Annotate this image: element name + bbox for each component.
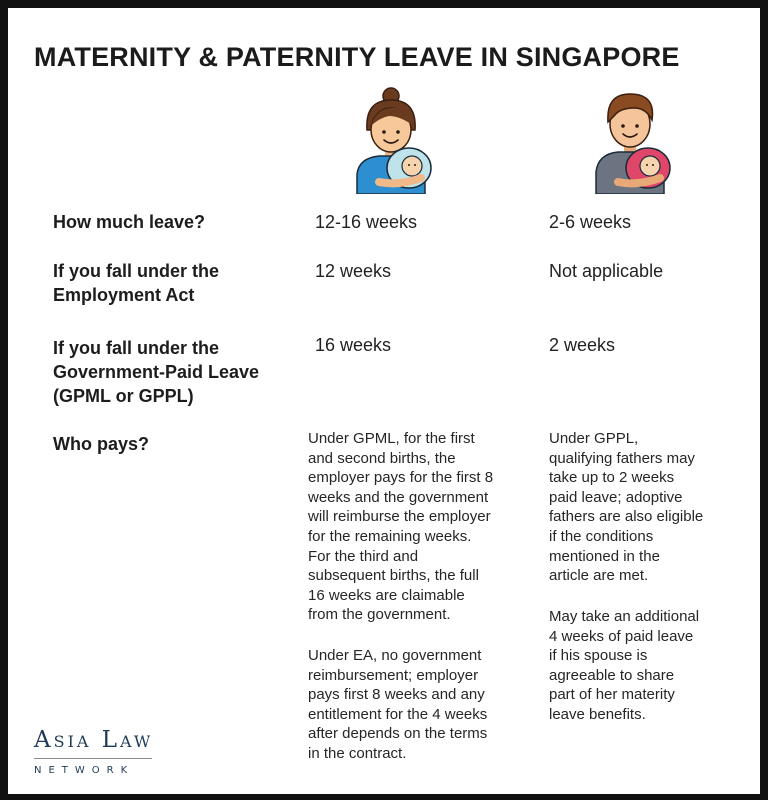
maternity-government-paid-leave: 16 weeks <box>315 335 392 355</box>
row-label-employment-act: If you fall under the Employment Act <box>53 261 220 305</box>
paternity-employment-act: Not applicable <box>549 261 664 281</box>
maternity-who-pays-gpml: Under GPML, for the first and second births, the employer pays for the first 8 weeks and the government will reimburse the employer for the remaining weeks. For the third and subsequent births, the full 16 weeks are claimable from the government. <box>308 430 494 624</box>
infographic-card <box>8 8 760 794</box>
maternity-employment-act: 12 weeks <box>315 261 392 281</box>
paternity-who-pays-gppl: Under GPPL, qualifying fathers may take up to 2 weeks paid leave; adoptive fathers are also eligible if the conditions mentioned in the article are met. <box>549 430 704 585</box>
row-label-government-paid-leave: If you fall under the Government-Paid Leave (GPML or GPPL) <box>53 338 260 406</box>
logo-divider <box>34 758 152 759</box>
mother-with-baby-icon <box>349 86 441 194</box>
logo-subtitle: NETWORK <box>34 765 135 776</box>
maternity-how-much-leave: 12-16 weeks <box>315 212 418 232</box>
row-label-who-pays: Who pays? <box>53 434 150 454</box>
maternity-who-pays-ea: Under EA, no government reimbursement; employer pays first 8 weeks and any entitlement for the 4 weeks after depends on the terms in the contract. <box>308 647 488 762</box>
row-label-how-much-leave: How much leave? <box>53 212 206 232</box>
logo-wordmark: Asia Law <box>34 727 154 753</box>
father-with-baby-icon <box>586 86 678 194</box>
page-title: MATERNITY & PATERNITY LEAVE IN SINGAPORE <box>34 42 680 72</box>
paternity-how-much-leave: 2-6 weeks <box>549 212 632 232</box>
paternity-government-paid-leave: 2 weeks <box>549 335 616 355</box>
paternity-who-pays-shared-leave: May take an additional 4 weeks of paid leave if his spouse is agreeable to share part of her materity leave benefits. <box>549 608 700 723</box>
asia-law-network-logo <box>34 726 153 776</box>
